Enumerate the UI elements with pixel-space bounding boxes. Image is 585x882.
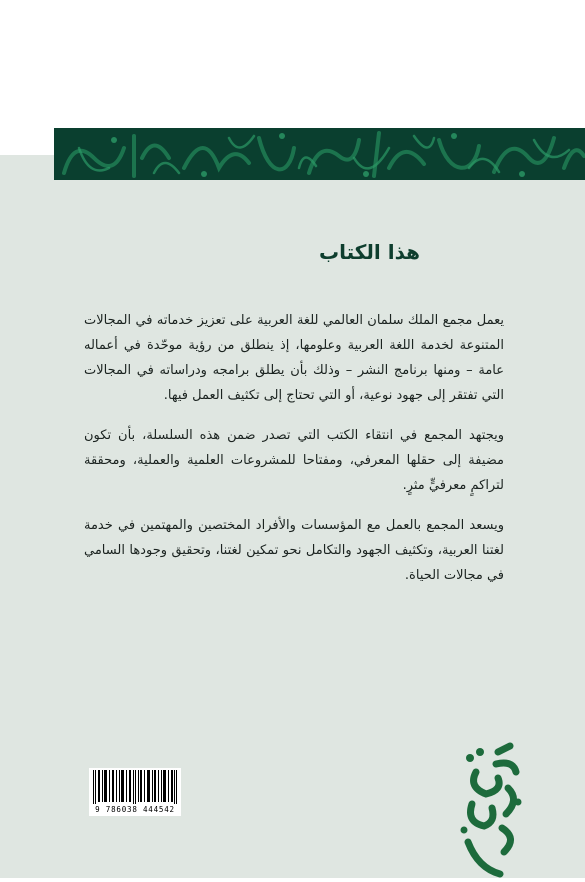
paragraph-2: ويجتهد المجمع في انتقاء الكتب التي تصدر ضمن هذه السلسلة، بأن تكون مضيفة إلى حقلها المعرفي، ومفتاحا للمشروعات العلمية والعملية، ومحققة لتراكمٍ معرفيٍّ مثرٍ. (84, 428, 504, 493)
calligraphy-band (54, 128, 585, 180)
calligraphy-logo-icon (458, 742, 528, 878)
barcode (89, 768, 181, 816)
barcode-number: 9 786038 444542 (89, 804, 181, 816)
description-text (84, 308, 504, 603)
barcode-bars (89, 768, 181, 804)
paragraph-1: يعمل مجمع الملك سلمان العالمي للغة العربية على تعزيز خدماته في المجالات المتنوعة لخدمة اللغة العربية وعلومها، إذ ينطلق من رؤية موحّدة في أعماله عامة – ومنها برنامج النشر – وذلك بأن يطلق برامجه ودراساته في المجالات التي تفتقر إلى جهود نوعية، أو التي تحتاج إلى تكثيف العمل فيها. (84, 313, 504, 403)
section-title: هذا الكتاب (318, 240, 420, 264)
arabic-calligraphy-pattern-icon (54, 128, 585, 180)
paragraph-3: ويسعد المجمع بالعمل مع المؤسسات والأفراد المختصين والمهتمين في خدمة لغتنا العربية، وتكثيف الجهود والتكامل نحو تمكين لغتنا، وتحقيق وجودها السامي في مجالات الحياة. (84, 518, 504, 583)
